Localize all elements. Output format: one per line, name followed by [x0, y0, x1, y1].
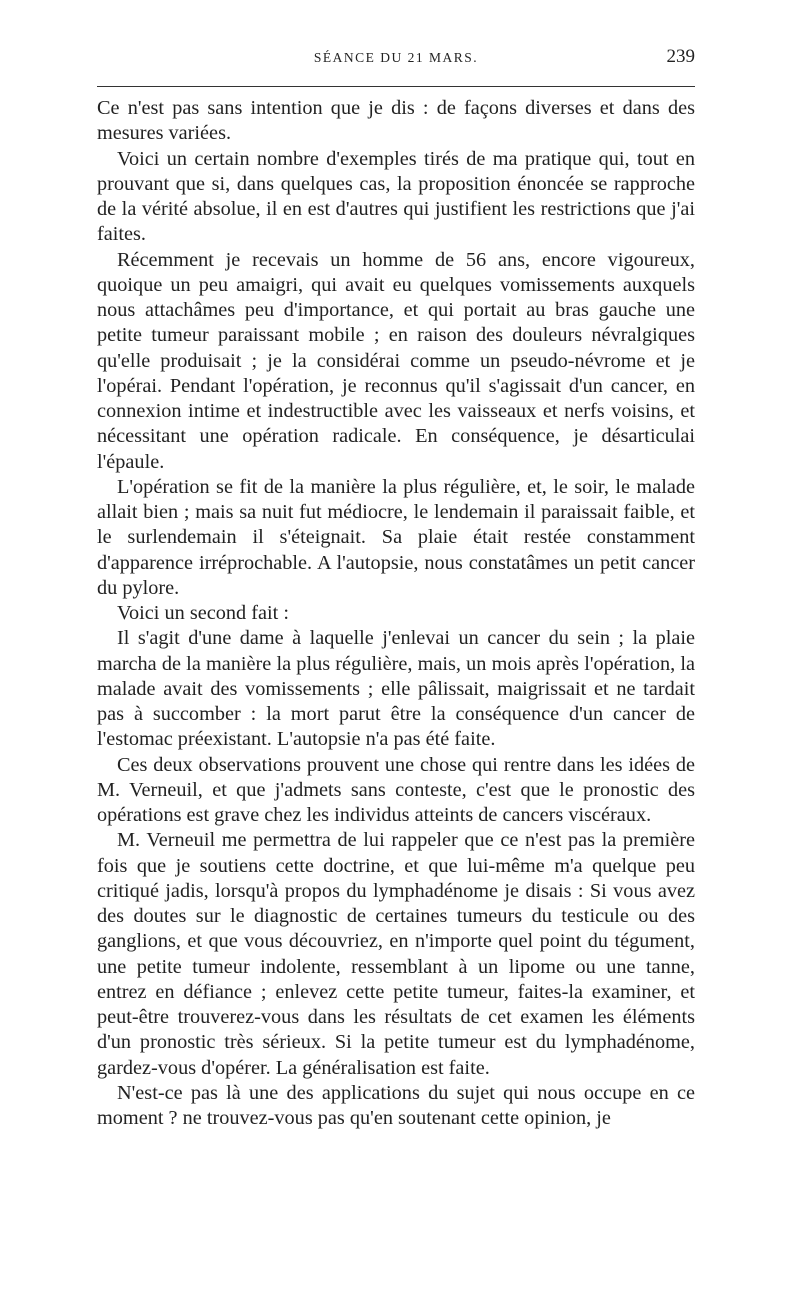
- paragraph: N'est-ce pas là une des applications du sujet qui nous occupe en ce moment ? ne trouvez-vous pas qu'en soutenant cette opinion, je: [97, 1081, 695, 1129]
- running-head: [97, 46, 695, 76]
- paragraph: Voici un second fait :: [117, 602, 289, 624]
- paragraph: Ce n'est pas sans intention que je dis : de façons diverses et dans des mesures variées.: [97, 97, 695, 145]
- header-rule: [97, 86, 695, 87]
- paragraph: L'opération se fit de la manière la plus régulière, et, le soir, le malade allait bien ; mais sa nuit fut médiocre, le lendemain il paraissait faible, et le surlendemain il s'éteignait. Sa plaie était restée constamment d'apparence irréprochable. A l'autopsie, nous constatâmes un petit cancer du pylore.: [97, 475, 695, 599]
- paragraph: Récemment je recevais un homme de 56 ans, encore vigoureux, quoique un peu amaigri, qui avait eu quelques vomissements auxquels nous attachâmes peu d'importance, et qui portait au bras gauche une petite tumeur paraissant mobile ; en raison des douleurs névralgiques qu'elle produisait ; je la considérai comme un pseudo-névrome et je l'opérai. Pendant l'opération, je reconnus qu'il s'agissait d'un cancer, en connexion intime et indestructible avec les vaisseaux et nerfs voisins, et nécessitant une opération radicale. En conséquence, je désarticulai l'épaule.: [97, 248, 695, 473]
- page-number: 239: [666, 46, 695, 67]
- paragraph: Il s'agit d'une dame à laquelle j'enlevai un cancer du sein ; la plaie marcha de la manière la plus régulière, mais, un mois après l'opération, la malade avait des vomissements ; elle pâlissait, maigrissait et ne tardait pas à succomber : la mort parut être la conséquence d'un cancer de l'estomac préexistant. L'autopsie n'a pas été faite.: [97, 627, 695, 751]
- running-title: SÉANCE DU 21 MARS.: [313, 50, 479, 65]
- paragraph: Ces deux observations prouvent une chose qui rentre dans les idées de M. Verneuil, et que j'admets sans conteste, c'est que le pronostic des opérations est grave chez les individus atteints de cancers viscéraux.: [97, 753, 695, 826]
- body-text: [97, 96, 695, 1131]
- paragraph: M. Verneuil me permettra de lui rappeler que ce n'est pas la première fois que je soutiens cette doctrine, et que lui-même m'a quelque peu critiqué jadis, lorsqu'à propos du lymphadénome je disais : Si vous avez des doutes sur le diagnostic de certaines tumeurs du testicule ou des ganglions, et que vous découvriez, en n'importe quel point du tégument, une petite tumeur indolente, ressemblant à un lipome ou une tanne, entrez en défiance ; enlevez cette petite tumeur, faites-la examiner, et peut-être trouverez-vous dans les résultats de cet examen les éléments d'un pronostic très sérieux. Si la petite tumeur est du lymphadénome, gardez-vous d'opérer. La généralisation est faite.: [97, 829, 695, 1079]
- paragraph: Voici un certain nombre d'exemples tirés de ma pratique qui, tout en prouvant que si, dans quelques cas, la proposition énoncée se rapproche de la vérité absolue, il en est d'autres qui justifient les restrictions que j'ai faites.: [97, 147, 695, 246]
